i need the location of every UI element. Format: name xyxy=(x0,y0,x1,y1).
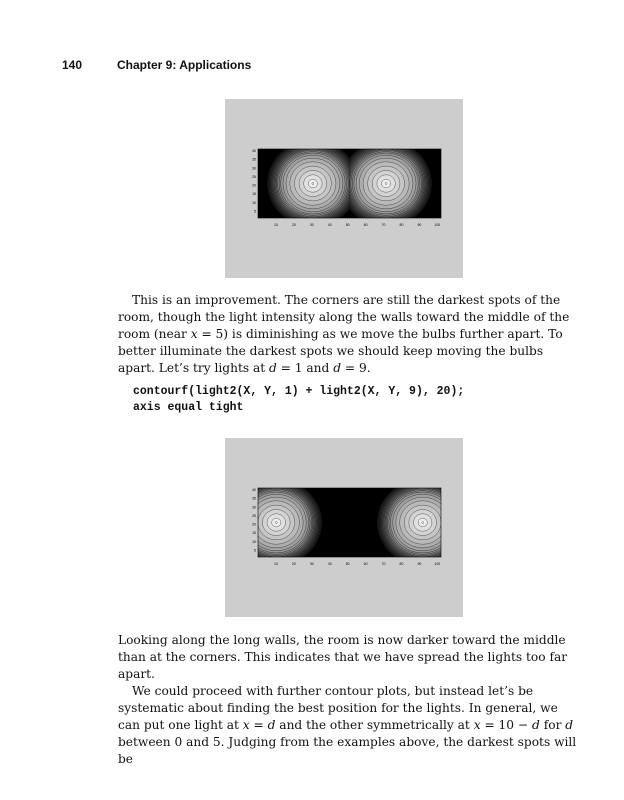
paragraph-sentence-1: Looking along the long walls, the room is now darker toward the middle than at the corners. This indicates that we have spread the lights too far apart. xyxy=(118,633,568,681)
y-tick-label: 5 xyxy=(254,209,256,214)
contour-plot-2 xyxy=(225,438,463,617)
x-tick-label: 10 xyxy=(273,562,278,566)
contour-plot-1 xyxy=(225,99,463,278)
contour-bands xyxy=(258,140,441,226)
code-block xyxy=(133,384,464,416)
x-tick-label: 70 xyxy=(381,562,386,566)
paragraph-improvement: This is an improvement. The corners are still the darkest spots of the room, though the light intensity along the walls toward the middle of the room (near x = 5) is diminishing as we move the bulbs further apart. To better illuminate the darkest spots we should keep moving the bulbs apart. Let’s try lights at d = 1 and d = 9. xyxy=(118,293,570,375)
contour-bands xyxy=(231,479,463,565)
x-tick-label: 20 xyxy=(291,223,296,227)
x-tick-label: 40 xyxy=(327,223,332,227)
x-tick-label: 20 xyxy=(291,562,296,566)
x-tick-label: 10 xyxy=(273,223,278,227)
x-tick-label: 30 xyxy=(309,223,314,227)
contour-level xyxy=(422,522,424,524)
code-line-2: axis equal tight xyxy=(133,401,244,414)
x-tick-label: 60 xyxy=(363,562,368,566)
x-tick-label: 40 xyxy=(327,562,332,566)
y-tick-label: 40 xyxy=(252,149,256,153)
chapter-title: Chapter 9: Applications xyxy=(117,58,252,72)
x-tick-label: 90 xyxy=(417,562,422,566)
y-tick-label: 30 xyxy=(252,166,256,171)
paragraph-conclusion xyxy=(118,632,578,768)
y-tick-label: 30 xyxy=(252,505,256,510)
x-tick-label: 30 xyxy=(309,562,314,566)
x-tick-label: 50 xyxy=(345,562,350,566)
page-number: 140 xyxy=(62,58,83,72)
y-tick-label: 15 xyxy=(252,192,256,197)
x-tick-label: 90 xyxy=(417,223,422,227)
y-tick-label: 15 xyxy=(252,531,256,536)
x-tick-label: 80 xyxy=(399,223,404,227)
x-tick-label: 60 xyxy=(363,223,368,227)
y-tick-label: 25 xyxy=(252,513,256,518)
x-tick-label: 100 xyxy=(434,223,441,227)
contour-figure-1 xyxy=(225,99,463,278)
contour-level xyxy=(275,522,277,524)
y-tick-label: 25 xyxy=(252,174,256,179)
x-tick-label: 80 xyxy=(399,562,404,566)
y-tick-label: 20 xyxy=(252,183,256,188)
y-tick-label: 10 xyxy=(252,539,256,544)
code-line-1: contourf(light2(X, Y, 1) + light2(X, Y, 9), 20); xyxy=(133,385,465,398)
x-tick-label: 50 xyxy=(345,223,350,227)
y-tick-label: 35 xyxy=(252,157,256,162)
y-tick-label: 35 xyxy=(252,496,256,501)
contour-figure-2 xyxy=(225,438,463,617)
y-tick-label: 40 xyxy=(252,488,256,492)
y-tick-label: 20 xyxy=(252,522,256,527)
y-tick-label: 5 xyxy=(254,548,256,553)
x-tick-label: 70 xyxy=(381,223,386,227)
contour-level xyxy=(385,183,387,185)
y-tick-label: 10 xyxy=(252,200,256,205)
contour-level xyxy=(312,183,314,185)
paragraph-sentence-2: We could proceed with further contour plots, but instead let’s be systematic about finding the best position for the lights. In general, we can put one light at x = d and the other symmetrically at x = 10 − d for d between 0 and 5. Judging from the examples above, the darkest spots will be xyxy=(118,684,577,766)
x-tick-label: 100 xyxy=(434,562,441,566)
